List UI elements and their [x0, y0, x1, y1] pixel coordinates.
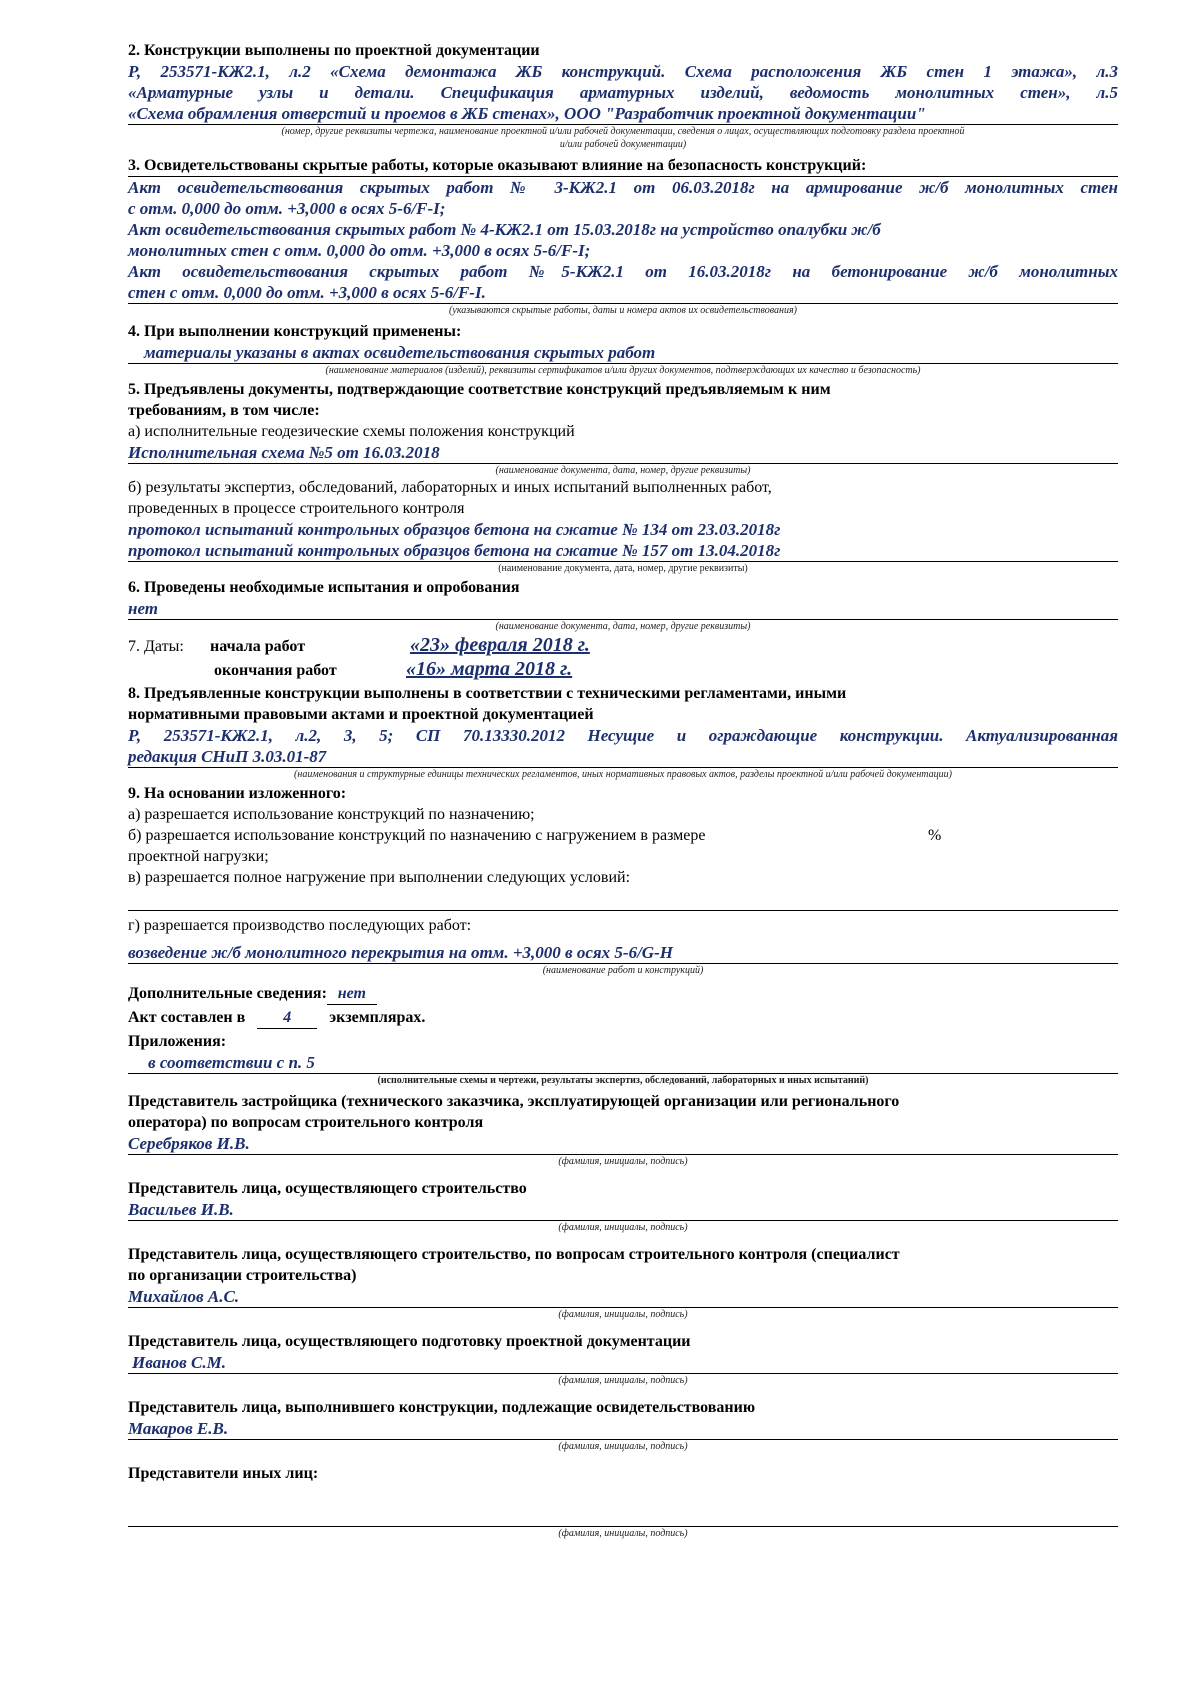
- s2-value-line: «Схема обрамления отверстий и проемов в ЖБ стенах», ООО "Разработчик проектной документации": [128, 104, 926, 123]
- rep4-line: Представитель лица, осуществляющего подготовку проектной документации: [128, 1333, 691, 1350]
- s6-value: нет: [128, 599, 158, 618]
- s9-b-line2: проектной нагрузки;: [128, 848, 269, 865]
- s6-value-block: [128, 598, 1118, 620]
- s5-a-caption: (наименование документа, дата, номер, другие реквизиты): [495, 465, 751, 476]
- s5-a-value-block: [128, 442, 1118, 464]
- rep2-value: Васильев И.В.: [128, 1200, 234, 1219]
- s5-b-value-block: [128, 519, 1118, 562]
- rep4-sig-caption: (фамилия, инициалы, подпись): [558, 1375, 688, 1386]
- s5-b-value: протокол испытаний контрольных образцов бетона на сжатие № 134 от 23.03.2018г: [128, 520, 781, 539]
- s5-heading-line: 5. Предъявлены документы, подтверждающие соответствие конструкций предъявляемым к ним: [128, 381, 831, 398]
- s3-value-line: Акт освидетельствования скрытых работ № 4-КЖ2.1 от 15.03.2018г на устройство опалубки ж/б: [128, 220, 881, 239]
- s5-b-label-line: б) результаты экспертиз, обследований, лабораторных и иных испытаний выполненных работ,: [128, 479, 772, 496]
- rep4-value: Иванов С.М.: [132, 1353, 226, 1372]
- s7-end-row: [128, 659, 1118, 683]
- copies-suffix: экземплярах.: [329, 1009, 426, 1026]
- extra-label: Дополнительные сведения:: [128, 985, 327, 1002]
- s3-value-line: стен с отм. 0,000 до отм. +3,000 в осях 5-6/F-I.: [128, 283, 486, 302]
- attachments-value: в соответствии с п. 5: [148, 1053, 315, 1072]
- s3-value-line: монолитных стен с отм. 0,000 до отм. +3,000 в осях 5-6/F-I;: [128, 241, 591, 260]
- copies-prefix: Акт составлен в: [128, 1009, 246, 1026]
- s5-b-value: протокол испытаний контрольных образцов бетона на сжатие № 157 от 13.04.2018г: [128, 541, 781, 560]
- s9-a: а) разрешается использование конструкций по назначению;: [128, 806, 535, 823]
- s5-heading-line: требованиям, в том числе:: [128, 402, 320, 419]
- s8-value-block: [128, 725, 1118, 768]
- s8-heading-line: 8. Предъявленные конструкции выполнены в соответствии с техническими регламентами, иными: [128, 685, 847, 702]
- s7-start-row: [128, 635, 1118, 659]
- s9-heading: 9. На основании изложенного:: [128, 785, 347, 802]
- rep6-line: Представители иных лиц:: [128, 1465, 319, 1482]
- rep1-line: оператора) по вопросам строительного контроля: [128, 1114, 484, 1131]
- s2-caption-line: и/или рабочей документации): [559, 139, 687, 150]
- rep3-line: Представитель лица, осуществляющего строительство, по вопросам строительного контроля (специалист: [128, 1246, 900, 1263]
- rep3-sig-caption: (фамилия, инициалы, подпись): [558, 1309, 688, 1320]
- s3-heading: 3. Освидетельствованы скрытые работы, которые оказывают влияние на безопасность конструкций:: [128, 155, 1118, 177]
- s2-heading: 2. Конструкции выполнены по проектной документации: [128, 42, 540, 59]
- s6-heading: 6. Проведены необходимые испытания и опробования: [128, 579, 520, 596]
- s3-value-line: Акт освидетельствования скрытых работ № 3-КЖ2.1 от 06.03.2018г на армирование ж/б монолитных стен: [128, 178, 1118, 197]
- rep3-value-block: [128, 1286, 1118, 1308]
- rep1-value: Серебряков И.В.: [128, 1134, 250, 1153]
- s2-value-block: [128, 61, 1118, 125]
- s5-a-label: а) исполнительные геодезические схемы положения конструкций: [128, 423, 575, 440]
- attachments-caption: (исполнительные схемы и чертежи, результаты экспертиз, обследований, лабораторных и иных испытаний): [377, 1075, 869, 1086]
- rep1-line: Представитель застройщика (технического заказчика, эксплуатирующей организации или регионального: [128, 1093, 900, 1110]
- copies-value: 4: [257, 1007, 317, 1029]
- act-document: [128, 40, 1118, 1540]
- s4-value: материалы указаны в актах освидетельствования скрытых работ: [144, 343, 656, 362]
- s7-start-label: начала работ: [210, 638, 306, 655]
- rep5-value: Макаров Е.В.: [128, 1419, 229, 1438]
- s7-end-value: «16» марта 2018 г.: [406, 658, 573, 680]
- s3-value-block: [128, 177, 1118, 304]
- rep3-line: по организации строительства): [128, 1267, 357, 1284]
- rep2-sig-caption: (фамилия, инициалы, подпись): [558, 1222, 688, 1233]
- rep2-line: Представитель лица, осуществляющего строительство: [128, 1180, 527, 1197]
- rep4-value-block: [128, 1352, 1118, 1374]
- s2-caption-line: (номер, другие реквизиты чертежа, наименование проектной и/или рабочей документации, сведения о лицах, осуществляющих подготовку раздела проектной: [281, 126, 965, 137]
- s2-value-line: «Арматурные узлы и детали. Спецификация арматурных изделий, ведомость монолитных стен», л.5: [128, 83, 1118, 102]
- attachments-value-block: [128, 1052, 1118, 1074]
- s4-caption: (наименование материалов (изделий), реквизиты сертификатов и/или других документов, подтверждающих их качество и безопасность): [325, 365, 921, 376]
- s6-caption: (наименование документа, дата, номер, другие реквизиты): [495, 621, 751, 632]
- s2-value-line: Р, 253571-КЖ2.1, л.2 «Схема демонтажа ЖБ конструкций. Схема расположения ЖБ стен 1 этажа», л.3: [128, 62, 1118, 81]
- s5-a-value: Исполнительная схема №5 от 16.03.2018: [128, 443, 440, 462]
- s9-d: г) разрешается производство последующих работ:: [128, 917, 472, 934]
- s4-value-block: [128, 342, 1118, 364]
- s5-b-label-line: проведенных в процессе строительного контроля: [128, 500, 465, 517]
- s8-heading-line: нормативными правовыми актами и проектной документацией: [128, 706, 594, 723]
- copies-row: [128, 1007, 1118, 1029]
- s7-end-label: окончания работ: [214, 662, 337, 679]
- s8-caption: (наименования и структурные единицы технических регламентов, иных нормативных правовых актов, разделы проектной и/или рабочей документации): [294, 769, 952, 780]
- s9-d-value: возведение ж/б монолитного перекрытия на отм. +3,000 в осях 5-6/G-H: [128, 943, 673, 962]
- rep5-value-block: [128, 1418, 1118, 1440]
- s3-value-line: Акт освидетельствования скрытых работ №5-КЖ2.1 от 16.03.2018г на бетонирование ж/б монолитных: [128, 262, 1118, 281]
- extra-value: нет: [327, 983, 377, 1005]
- s3-caption: (указываются скрытые работы, даты и номера актов их освидетельствования): [449, 305, 797, 316]
- s9-b-line: б) разрешается использование конструкций по назначению с нагружением в размере: [128, 827, 706, 844]
- rep2-value-block: [128, 1199, 1118, 1221]
- s8-value-line: редакция СНиП 3.03.01-87: [128, 747, 327, 766]
- attachments-label: Приложения:: [128, 1033, 227, 1050]
- s9-b-percent: %: [928, 827, 942, 844]
- rep3-value: Михайлов А.С.: [128, 1287, 240, 1306]
- s9-c-blank: [128, 888, 1118, 911]
- extra-row: [128, 983, 1118, 1005]
- s5-b-caption: (наименование документа, дата, номер, другие реквизиты): [498, 563, 748, 574]
- s7-start-value: «23» февраля 2018 г.: [410, 634, 590, 656]
- s9-c: в) разрешается полное нагружение при выполнении следующих условий:: [128, 869, 631, 886]
- rep5-line: Представитель лица, выполнившего конструкции, подлежащие освидетельствованию: [128, 1399, 756, 1416]
- rep1-value-block: [128, 1133, 1118, 1155]
- s4-heading: 4. При выполнении конструкций применены:: [128, 323, 462, 340]
- s7-label: 7. Даты:: [128, 638, 184, 655]
- s3-value-line: с отм. 0,000 до отм. +3,000 в осях 5-6/F-I;: [128, 199, 446, 218]
- rep5-sig-caption: (фамилия, инициалы, подпись): [558, 1441, 688, 1452]
- s8-value-line: Р, 253571-КЖ2.1, л.2, 3, 5; СП 70.13330.2012 Несущие и ограждающие конструкции. Актуализированная: [128, 726, 1118, 745]
- s9-b-row: [128, 825, 1118, 846]
- rep6-blank: [128, 1484, 1118, 1527]
- rep6-sig-caption: (фамилия, инициалы, подпись): [558, 1528, 688, 1539]
- s9-d-value-block: [128, 942, 1118, 964]
- rep1-sig-caption: (фамилия, инициалы, подпись): [558, 1156, 688, 1167]
- s9-d-caption: (наименование работ и конструкций): [542, 965, 704, 976]
